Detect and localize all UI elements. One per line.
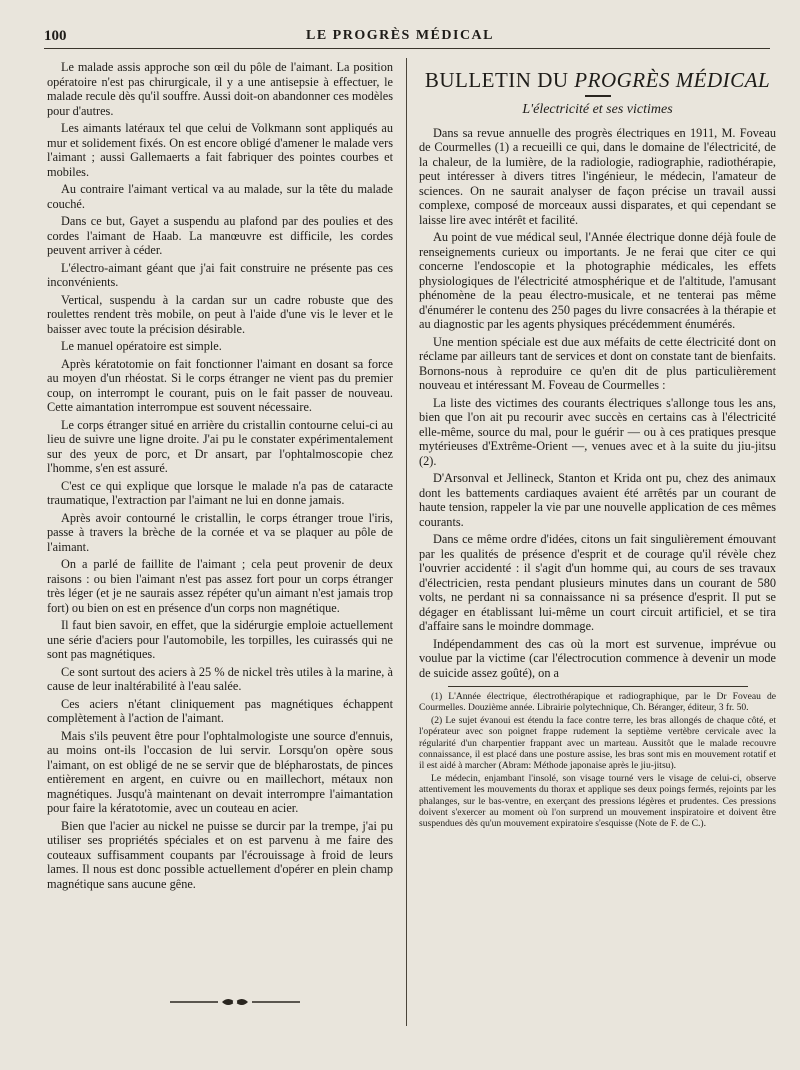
paragraph: Le malade assis approche son œil du pôle de l'aimant. La position opératoire n'est pas chirurgicale, il y a une antisepsie à effectuer, le malade recule dès qu'il souffre. Aussi doit-on abandonner ces modèles pour d'autres.: [47, 60, 393, 118]
paragraph: Le manuel opératoire est simple.: [61, 339, 222, 353]
title-dash: [585, 95, 611, 97]
paragraph: Indépendamment des cas où la mort est survenue, imprévue ou voulue par la victime (car l'électrocution commence à devenir un mode de suicide assez goûté), on a: [419, 636, 776, 680]
paragraph: Vertical, suspendu à la cardan sur un cadre robuste que des roulettes rendent très mobile, on peut à l'aide d'une vis le lever et le baisser avec toute la précision désirable.: [47, 292, 393, 336]
right-column: [419, 60, 776, 831]
bulletin-title: [419, 68, 776, 92]
paragraph: Dans sa revue annuelle des progrès électriques en 1911, M. Foveau de Courmelles (1) a recueilli ce qui, dans le domaine de l'électricité, de la chaleur, de la lumière, de la radiologie, radiographie, radiothérapie, peut intéresser à divers titres l'ingénieur, le médecin, l'amateur de sciences. On ne saurait analyser de façon précise un travail aussi complexe, composé de morceaux aussi disparates, et qui cependant se laisse lire avec intérêt et facilité.: [419, 125, 776, 227]
left-column: [47, 60, 393, 894]
header-rule: [44, 48, 770, 49]
paragraph: Au contraire l'aimant vertical va au malade, sur la tête du malade couché.: [47, 182, 393, 211]
footnote: Le médecin, enjambant l'insolé, son visage tourné vers le visage de celui-ci, observe attentivement les mouvements du thorax et applique ses deux poings fermés, rejoints par les phalanges, sur le bas-ventre, en exerçant des pressions légères et prudentes. Ces pressions doivent s'exercer au moment où l'on surprend un mouvement inspiratoire et doivent être suspendues dès qu'un mouvement expiratoire s'esquisse (Note de F. de C.).: [419, 772, 776, 830]
paragraph: C'est ce qui explique que lorsque le malade n'a pas de cataracte traumatique, l'extraction par l'aimant ne lui en donne jamais.: [47, 478, 393, 507]
paragraph: D'Arsonval et Jellineck, Stanton et Krida ont pu, chez des animaux dont les battements cardiaques avaient été arrêtés par un courant de haute tension, rappeler la vie par une nouvelle application de ces mêmes courants.: [419, 471, 776, 529]
paragraph: Une mention spéciale est due aux méfaits de cette électricité dont on réclame par ailleurs tant de services et dont on constate tant de bienfaits. Bornons-nous à reproduire ce qu'en dit de plus particulièrement nouveau et intéressant M. Foveau de Courmelles :: [419, 334, 776, 392]
footnotes: [419, 691, 776, 830]
paragraph: On a parlé de faillite de l'aimant ; cela peut provenir de deux raisons : ou bien l'aimant n'est pas assez fort pour un corps étranger très léger (et je ne saurais assez répéter qu'un aimant n'est jamais trop fort) ou bien on est en présence d'un corps non magnétique.: [47, 557, 393, 615]
footnote: (1) L'Année électrique, électrothérapique et radiographique, par le Dr Foveau de Courmelles. Douzième année. Librairie polytechnique, Ch. Béranger, éditeur, 3 fr. 50.: [419, 691, 776, 714]
article-title: L'électricité et ses victimes: [522, 102, 673, 117]
footnote: (2) Le sujet évanoui est étendu la face contre terre, les bras allongés de chaque côté, et l'opérateur avec son poignet frappe rudement la septième vertèbre cervicale avec la régularité d'un charpentier frappant avec un marteau. Aussitôt que le malade recouvre connaissance, il est placé dans une posture assise, les bras sont mis en mouvement rotatif et il est aidé à marcher (Abram: Méthode japonaise après le jiu-jitsu).: [419, 714, 776, 772]
column-divider: [406, 58, 407, 1026]
bulletin-title-journal: PROGRÈS MÉDICAL: [574, 68, 771, 92]
paragraph: Le corps étranger situé en arrière du cristallin contourne celui-ci au lieu de suivre une ligne droite. J'ai pu le constater expérimentalement sur des yeux de porc, et Dr ansart, par l'ophtalmoscopie chez l'homme, s'en est assuré.: [47, 417, 393, 475]
footnote-rule: [448, 686, 748, 687]
page-number: 100: [44, 28, 67, 44]
paragraph: Mais s'ils peuvent être pour l'ophtalmologiste une source d'ennuis, au moins ont-ils l'occasion de lui servir. Lorsqu'on opère sous l'aimant, on est obligé de ne se servir que de blépharostats, de pinces entièrement en argent, en cuivre ou en maillechort, métaux non magnétiques. Jusqu'à maintenant on devait interrompre l'aimantation pour faire la kératotomie, avec un couteau en acier.: [47, 728, 393, 815]
paragraph: Après kératotomie on fait fonctionner l'aimant en dosant sa force au moyen d'un rhéostat. Si le corps étranger ne vient pas du premier coup, on interrompt le courant, puis on le fait passer de nouveau. Cette aimantation interrompue est souvent nécessaire.: [47, 356, 393, 414]
paragraph: La liste des victimes des courants électriques s'allonge tous les ans, bien que l'on ait pu recourir avec succès en certains cas à l'électricité elle-même, source du mal, pour le guérir — ou à ces pratiques presque mytérieuses d'Extrême-Orient —, venues avec et à la suite du jiu-jitsu (2).: [419, 395, 776, 468]
paragraph: Il faut bien savoir, en effet, que la sidérurgie emploie actuellement une série d'aciers pour l'automobile, les torpilles, les cuirassés qui ne sont pas magnétiques.: [47, 618, 393, 661]
paragraph: Au point de vue médical seul, l'Année électrique donne déjà foule de renseignements curieux ou importants. Je ne ferai que citer ce qui concerne l'endoscopie et la photographie médicales, les effets physiologiques de l'électricité atmosphérique et de l'altitude, l'amusant phénomène de la peau électro-musicale, et ne tenterai pas même d'énumérer le contenu des 250 pages du livre consacrées à la thérapie et au diagnostic par les agents physiques précédemment énumérés.: [419, 230, 776, 331]
paragraph: Dans ce but, Gayet a suspendu au plafond par des poulies et des cordes l'aimant de Haab. La manœuvre est difficile, les cordes peuvent arriver à céder.: [47, 214, 393, 257]
journal-title: LE PROGRÈS MÉDICAL: [305, 28, 495, 43]
paragraph: Ce sont surtout des aciers à 25 % de nickel très utiles à la marine, à cause de leur inaltérabilité à l'eau salée.: [47, 664, 393, 693]
paragraph: Ces aciers n'étant cliniquement pas magnétiques échappent complètement à l'action de l'aimant.: [47, 696, 393, 725]
paragraph: Après avoir contourné le cristallin, le corps étranger troue l'iris, passe à travers la brèche de la cornée et va se plaquer au pôle de l'aimant.: [47, 510, 393, 554]
bulletin-title-text: BULLETIN DU: [424, 68, 575, 92]
paragraph: Bien que l'acier au nickel ne puisse se durcir par la trempe, j'ai pu utiliser ses propriétés spéciales et on est parvenu à me faire des couteaux suffisamment coupants par l'écrouissage à froid de leurs lames. Il nous est donc possible actuellement d'opérer en plein champ magnétique sans aucune gêne.: [47, 818, 393, 891]
paragraph: Dans ce même ordre d'idées, citons un fait singulièrement émouvant par les qualités de présence d'esprit et de courage qu'il révèle chez l'ouvrier accidenté : il s'agit d'un homme qui, au cours de ses travaux d'électricien, resta pendant plusieurs minutes dans un courant de 580 volts, ne perdant ni sa connaissance ni sa présence d'esprit. Il put se dégager en établissant lui-même un court circuit artificiel, et se tira d'affaire sans le moindre dommage.: [419, 532, 776, 633]
paragraph: Les aimants latéraux tel que celui de Volkmann sont appliqués au mur et solidement fixés. On est encore obligé d'amener le malade vers l'aimant ; aussi Gallemaerts a fait fabriquer des pointes courbes et mobiles.: [47, 121, 393, 179]
paragraph: L'électro-aimant géant que j'ai fait construire ne présente pas ces inconvénients.: [47, 260, 393, 289]
ornament-divider: [170, 995, 300, 1009]
